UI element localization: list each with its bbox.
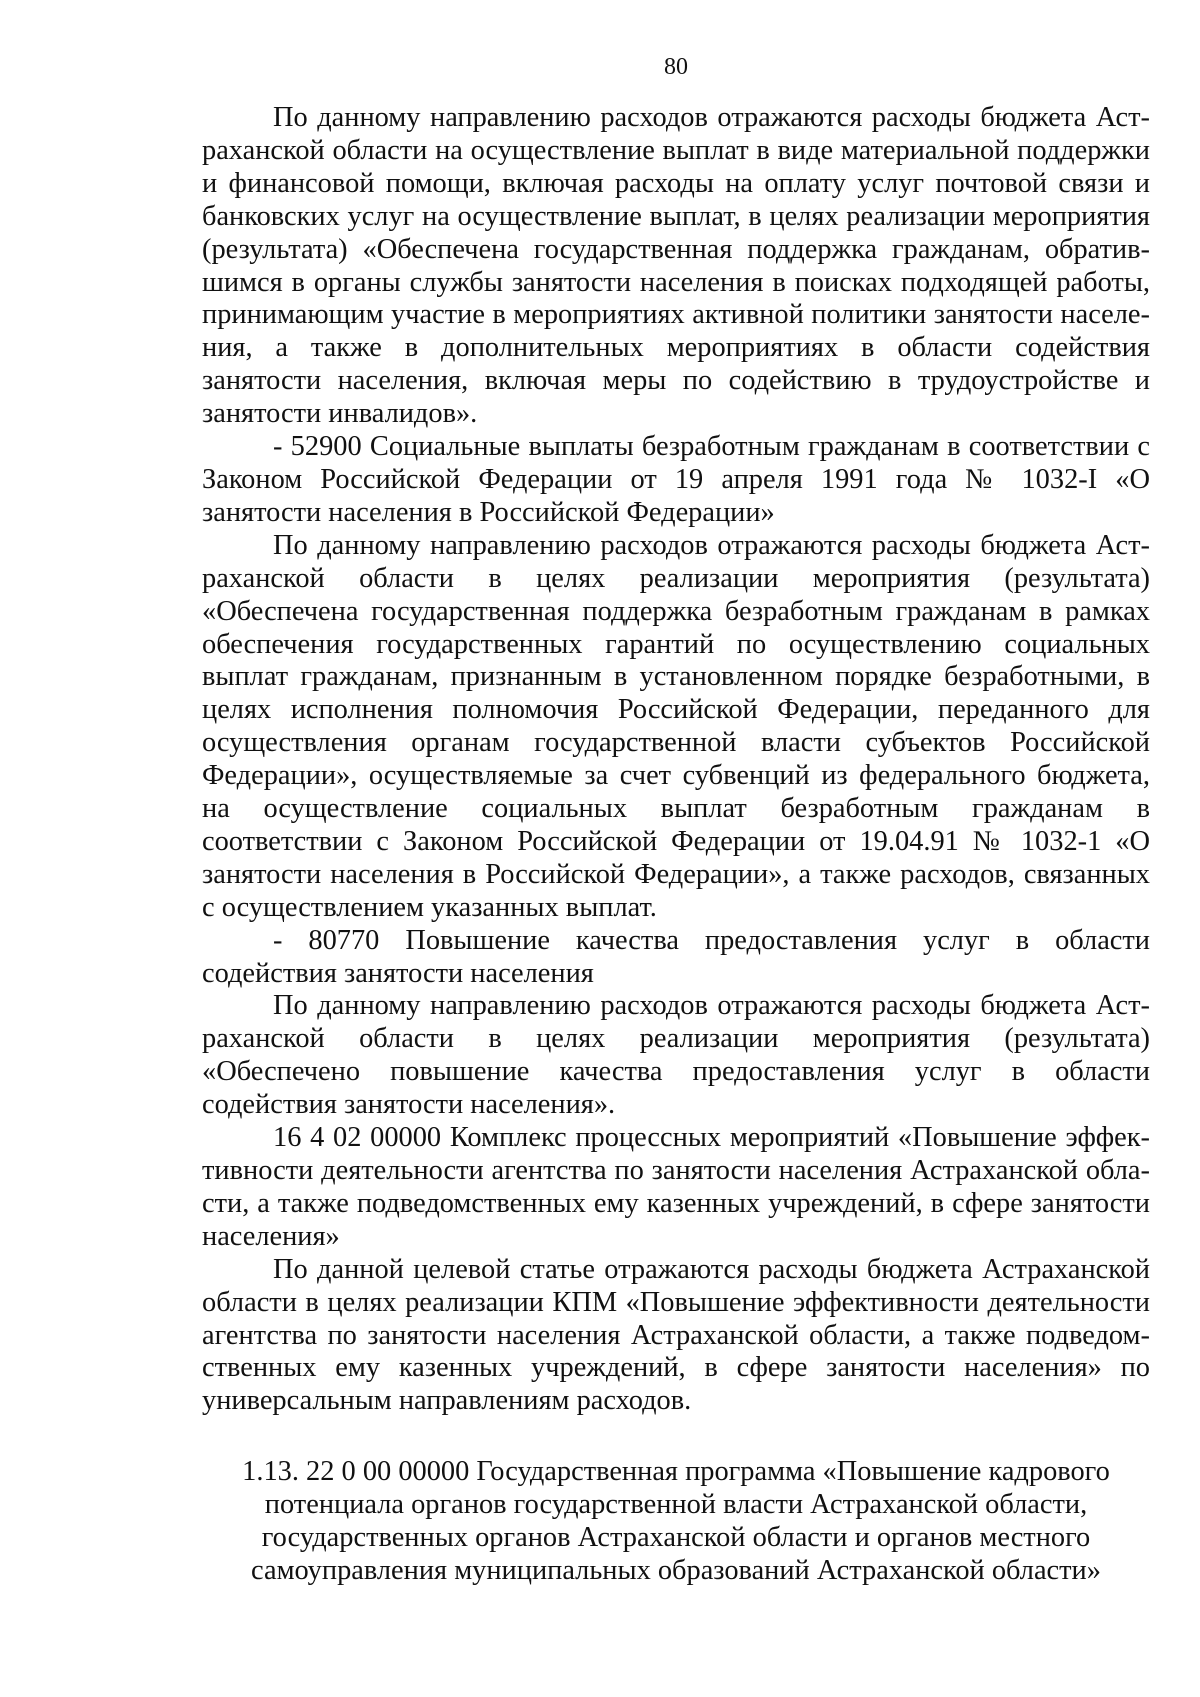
heading-line: самоуправления муниципальных образований Астраханской области» xyxy=(251,1554,1101,1586)
heading-line: потенциала органов государственной власти Астраханской области, xyxy=(264,1489,1088,1521)
paragraph-service-quality: По данному направлению расходов отражаются расходы бюджета Астраханской области в целях реализации мероприятия (результата) «Обеспечено повышение качества предоставления услуг в области содействия занятости населения». xyxy=(202,990,1150,1121)
section-heading-1-13 xyxy=(202,1456,1150,1588)
paragraph-material-support: По данному направлению расходов отражаются расходы бюджета Астраханской области на осуществление выплат в виде материальной поддержки и финансовой помощи, включая расходы на оплату услуг почтовой связи и банковских услуг на осуществление выплат, в целях реализации мероприятия (результата) «Обеспечена государственная поддержка гражданам, обратившимся в органы службы занятости населения в поисках подходящей работы, принимающим участие в мероприятиях активной политики занятости населения, а также в дополнительных мероприятиях в области содействия занятости населения, включая меры по содействию в трудоустройстве и занятости инвалидов». xyxy=(202,102,1150,430)
paragraph-target-article: По данной целевой статье отражаются расходы бюджета Астраханской области в целях реализации КПМ «Повышение эффективности деятельности агентства по занятости населения Астраханской области, а также подведомственных ему казенных учреждений, в сфере занятости населения» по универсальным направлениям расходов. xyxy=(202,1253,1150,1417)
paragraph-unemployed-support: По данному направлению расходов отражаются расходы бюджета Астраханской области в целях реализации мероприятия (результата) «Обеспечена государственная поддержка безработным гражданам в рамках обеспечения государственных гарантий по осуществлению социальных выплат гражданам, признанным в установленном порядке безработными, в целях исполнения полномочия Российской Федерации, переданного для осуществления органам государственной власти субъектов Российской Федерации», осуществляемые за счет субвенций из федерального бюджета, на осуществление социальных выплат безработным гражданам в соответствии с Законом Российской Федерации от 19.04.91 № 1032-1 «О занятости населения в Российской Федерации», а также расходов, связанных с осуществлением указанных выплат. xyxy=(202,529,1150,923)
page-number: 80 xyxy=(664,54,688,80)
paragraph-code-52900: - 52900 Социальные выплаты безработным гражданам в соответствии с Законом Российской Федерации от 19 апреля 1991 года № 1032-I «О занятости населения в Российской Федерации» xyxy=(202,431,1150,528)
paragraph-code-16-4-02: 16 4 02 00000 Комплекс процессных мероприятий «Повышение эффективности деятельности агентства по занятости населения Астраханской области, а также подведомственных ему казенных учреждений, в сфере занятости населения» xyxy=(202,1122,1150,1252)
heading-line: государственных органов Астраханской области и органов местного xyxy=(261,1522,1091,1554)
heading-line: 1.13. 22 0 00 00000 Государственная программа «Повышение кадрового xyxy=(242,1456,1110,1488)
paragraph-code-80770: - 80770 Повышение качества предоставления услуг в области содействия занятости населения xyxy=(202,924,1150,989)
document-page xyxy=(202,52,1150,1588)
